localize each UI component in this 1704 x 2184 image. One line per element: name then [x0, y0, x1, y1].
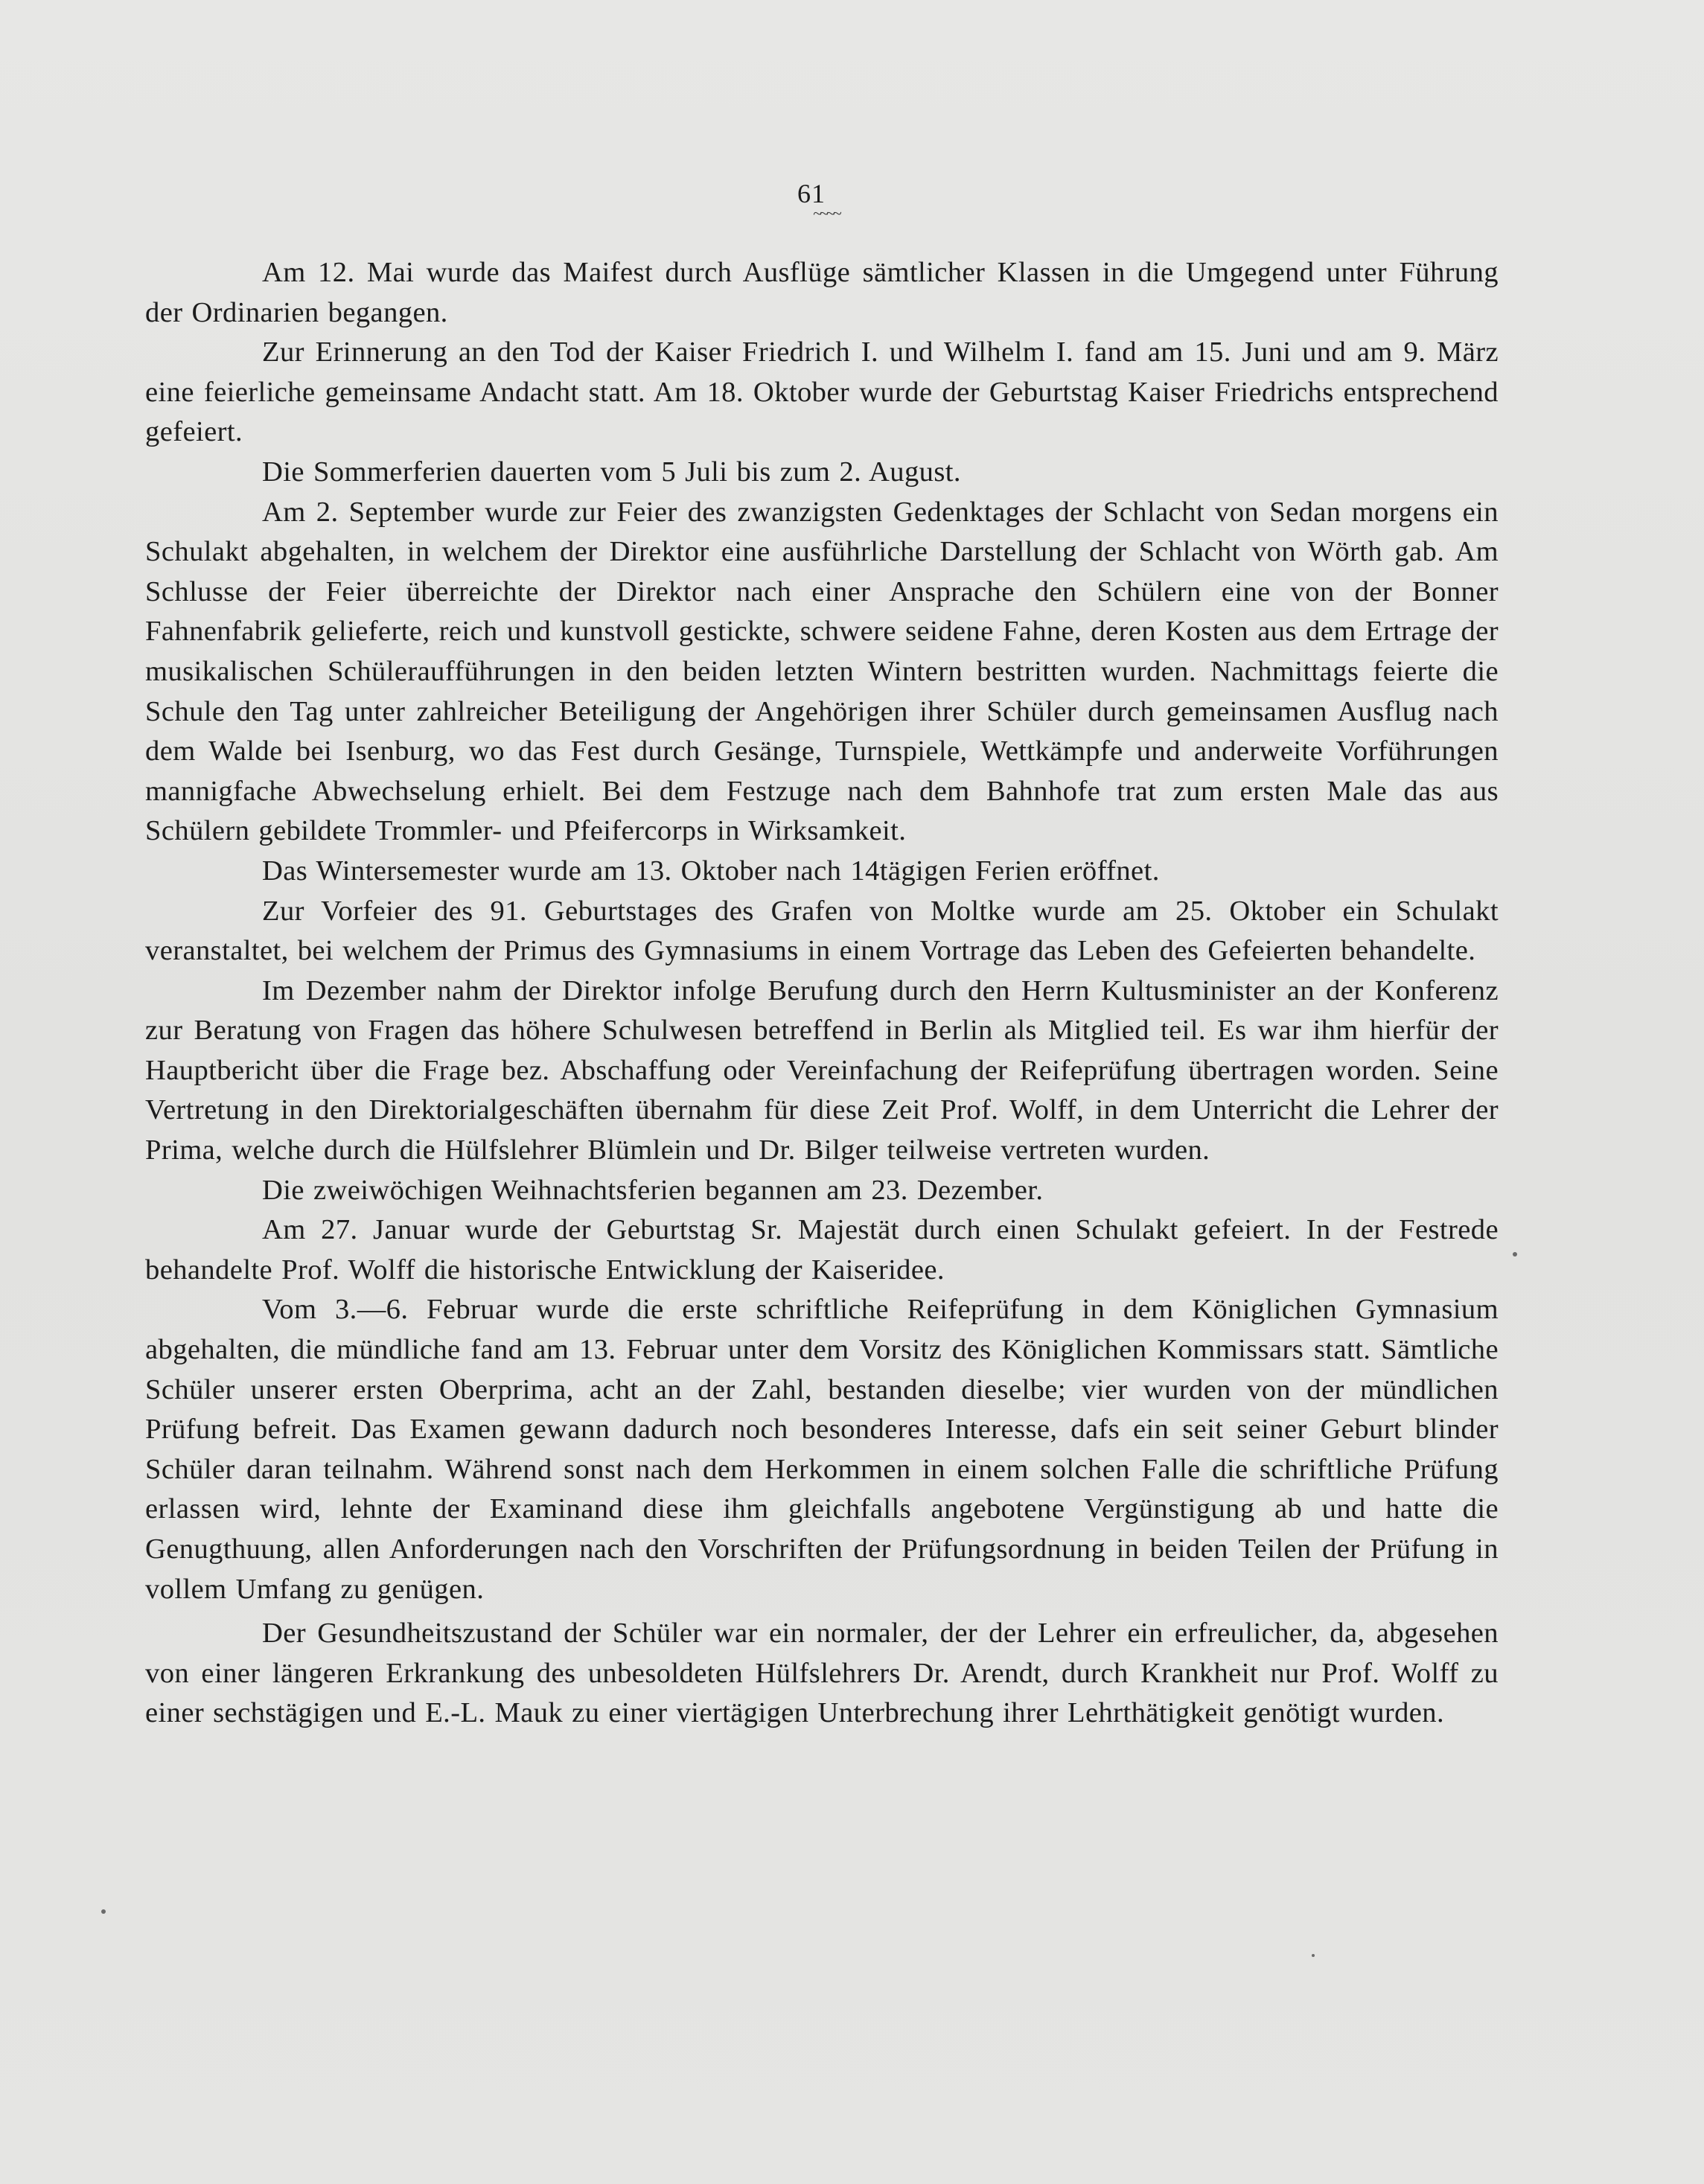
paragraph-kaiser-andacht: Zur Erinnerung an den Tod der Kaiser Friedrich I. und Wilhelm I. fand am 15. Juni und am 9. März eine feierliche gemeinsame Andacht statt. Am 18. Oktober wurde der Geburtstag Kaiser Friedrichs entsprechend gefeiert. — [145, 336, 1499, 448]
body-text — [145, 253, 1499, 1734]
paragraph-wintersemester: Das Wintersemester wurde am 13. Oktober nach 14tägigen Ferien eröffnet. — [262, 855, 1160, 887]
scan-speck — [1513, 1252, 1517, 1257]
paragraph-reifepruefung: Vom 3.—6. Februar wurde die erste schriftliche Reifeprüfung in dem Königlichen Gymnasium abgehalten, die mündliche fand am 13. Februar unter dem Vorsitz des Königlichen Kommissars statt. Sämtliche Schüler unserer ersten Oberprima, acht an der Zahl, bestanden dieselbe; vier wurden von der mündlichen Prüfung befreit. Das Examen gewann dadurch noch besonderes Interesse, dafs ein seit seiner Geburt blinder Schüler daran teilnahm. Während sonst nach dem Herkommen in einem solchen Falle die schriftliche Prüfung erlassen wird, lehnte der Examinand diese ihm gleichfalls angebotene Vergünstigung ab und hatte die Genugthuung, allen Anforderungen nach den Vorschriften der Prüfungsordnung in beiden Teilen der Prüfung in vollem Umfang zu genügen. — [145, 1294, 1499, 1605]
paragraph-sedanfeier: Am 2. September wurde zur Feier des zwanzigsten Gedenktages der Schlacht von Sedan morgens ein Schulakt abgehalten, in welchem der Direktor eine ausführliche Darstellung der Schlacht von Wörth gab. Am Schlusse der Feier überreichte der Direktor nach einer Ansprache den Schülern eine von der Bonner Fahnenfabrik gelieferte, reich und kunstvoll gestickte, schwere seidene Fahne, deren Kosten aus dem Ertrage der musikalischen Schüleraufführungen in den beiden letzten Wintern bestritten wurden. Nachmittags feierte die Schule den Tag unter zahlreicher Beteiligung der Angehörigen ihrer Schüler durch gemeinsamen Ausflug nach dem Walde bei Isenburg, wo das Fest durch Gesänge, Turnspiele, Wettkämpfe und anderweite Vorführungen mannigfache Abwechselung erhielt. Bei dem Festzuge nach dem Bahnhofe trat zum ersten Male das aus Schülern gebildete Trommler- und Pfeifercorps in Wirksamkeit. — [145, 496, 1499, 847]
scan-speck — [1312, 1954, 1315, 1957]
paragraph-weihnachtsferien: Die zweiwöchigen Weihnachtsferien begannen am 23. Dezember. — [262, 1174, 1044, 1206]
page-number-ornament: ~~~~ — [813, 208, 840, 219]
scan-speck — [101, 1909, 106, 1914]
paragraph-gesundheitszustand: Der Gesundheitszustand der Schüler war ein normaler, der der Lehrer ein erfreulicher, da, abgesehen von einer längeren Erkrankung des unbesoldeten Hülfslehrers Dr. Arendt, durch Krankheit nur Prof. Wolff zu einer sechstägigen und E.-L. Mauk zu einer viertägigen Unterbrechung ihrer Lehrthätigkeit genötigt wurden. — [145, 1618, 1499, 1729]
page-number: 61 — [797, 179, 826, 208]
paragraph-maifest: Am 12. Mai wurde das Maifest durch Ausflüge sämtlicher Klassen in die Umgegend unter Führung der Ordinarien begangen. — [145, 257, 1499, 328]
paragraph-konferenz: Im Dezember nahm der Direktor infolge Berufung durch den Herrn Kultusminister an der Konferenz zur Beratung von Fragen das höhere Schulwesen betreffend in Berlin als Mitglied teil. Es war ihm hierfür der Hauptbericht über die Frage bez. Abschaffung oder Vereinfachung der Reifeprüfung übertragen worden. Seine Vertretung in den Direktorialgeschäften übernahm für diese Zeit Prof. Wolff, in dem Unterricht die Lehrer der Prima, welche durch die Hülfslehrer Blümlein und Dr. Bilger teilweise vertreten wurden. — [145, 974, 1499, 1166]
paragraph-sommerferien: Die Sommerferien dauerten vom 5 Juli bis zum 2. August. — [262, 456, 961, 488]
paragraph-moltke: Zur Vorfeier des 91. Geburtstages des Grafen von Moltke wurde am 25. Oktober ein Schulakt veranstaltet, bei welchem der Primus des Gymnasiums in einem Vortrage das Leben des Gefeierten behandelte. — [145, 895, 1499, 967]
paragraph-kaisergeburtstag: Am 27. Januar wurde der Geburtstag Sr. Majestät durch einen Schulakt gefeiert. In der Festrede behandelte Prof. Wolff die historische Entwicklung der Kaiseridee. — [145, 1214, 1499, 1286]
